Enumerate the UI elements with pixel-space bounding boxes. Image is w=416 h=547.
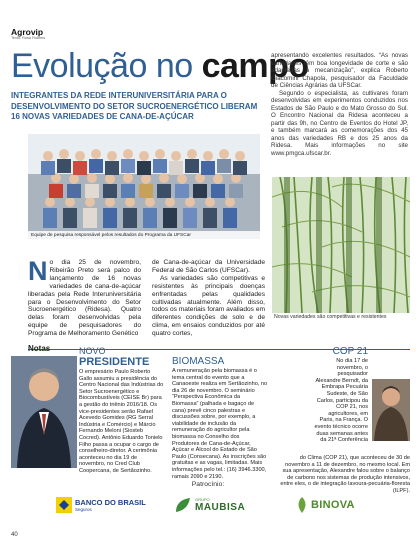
group-photo-illustration <box>28 134 260 239</box>
logo-banco-do-brasil <box>56 494 146 516</box>
portrait-2-illustration <box>372 379 410 441</box>
nota-1-kicker: NOVO <box>79 346 106 356</box>
maubisa-leaf-icon <box>174 496 192 514</box>
logo2-small: GRUPO <box>195 497 210 502</box>
logo1-sub: Seguros <box>75 506 92 512</box>
nota-3-text-top: No dia 17 de novembro, o pesquisador Alexandre Berndt, da Embrapa Pecuária Sudeste, de São Carlos, participou da COP 21, nos agricultores, em Paris, na França. O evento técnico ocorre duas semanas antes da 21ª Conferência <box>314 358 368 444</box>
body-column-1 <box>28 256 141 338</box>
right-paragraph-2: Segundo o especialista, as cultivares foram desenvolvidas em experimentos conduzidos nos Estados de São Paulo e do Mato Grosso do Sul. O Encontro Nacional da Ridesa aconteceu a partir das 9h, no Centro de Eventos do Hotel JP, e também marcará as comemorações dos 45 anos das variedades RB e dos 25 anos da Ridesa. Mais informações no site www.pmgca.ufscar.br. <box>271 89 408 157</box>
right-paragraph-1: apresentando excelentes resultados. “As novas variedades têm boa longevidade de corte e são adaptadas à mecanização”, explica Roberto Giacomini Chapola, pesquisador da Faculdade de Ciências Agrárias da UFSCar. <box>271 52 408 89</box>
nota-2-headline: BIOMASSA <box>172 356 225 367</box>
nota-cop21 <box>313 346 368 444</box>
right-column <box>271 52 408 157</box>
notas-label: Notas <box>28 344 51 353</box>
binova-leaf-icon <box>295 496 309 514</box>
byline: Texto: Rosa Rubens <box>11 36 46 40</box>
nota-3-headline: COP 21 <box>332 346 368 357</box>
banco-do-brasil-icon <box>56 497 72 513</box>
sugarcane-photo <box>272 177 410 313</box>
portrait-illustration <box>11 356 77 468</box>
title-light: Evolução no <box>11 47 193 85</box>
sugarcane-illustration <box>272 177 410 313</box>
body-column-1-text: o dia 25 de novembro, Ribeirão Preto será palco do lançamento de 16 novas variedades de cana-de-açúcar liberadas pela Rede Interuniversitária para o Desenvolvimento do Setor Sucroenergético (Ridesa). Quatro delas foram desenvolvidas pela equipe de pesquisadores do Programa de Melhoramento Genético <box>28 259 141 338</box>
nota-presidente <box>79 346 164 475</box>
sponsor-label: Patrocínio: <box>191 481 225 488</box>
page-number: 40 <box>11 532 18 538</box>
portrait-alexandre-berndt <box>372 379 410 441</box>
drop-cap: N <box>28 256 48 286</box>
nota-2-text: A remuneração pela biomassa é o tema central do evento que a Canaoeste realiza em Sertãozinho, no dia 26 de novembro. O seminário “Perspectiva Econômica da Biomassa” (palhada e bagaço de cana) prevê cinco palestras e discussões sobre, por exemplo, a viabilidade de inclusão da remuneração do agricultor pela biomassa no Conselho dos Produtores de Cana-de-Açúcar, Açúcar e Álcool do Estado de São Paulo (Consecana). As inscrições são gratuitas e as vagas, limitadas. Mais informações pelo tel.: (16) 3946.3300, ramais 2090 e 2190. <box>172 368 268 480</box>
section-tag: Agrovip <box>11 27 44 37</box>
nota-1-headline: PRESIDENTE <box>79 356 150 368</box>
logo-binova <box>295 494 355 516</box>
portrait-paulo-gallo <box>11 356 77 468</box>
title-bold: campo <box>201 47 309 85</box>
logo1-text: BANCO DO BRASIL <box>75 497 146 507</box>
photo-caption: Equipe de pesquisa responsável pelos resultados do Programa da UFSCar <box>28 231 260 240</box>
nota-3-text-bottom: do Clima (COP 21), que aconteceu de 30 de novembro a 11 de dezembro, no mesmo local. Em sua apresentação, Alexandre falou sobre o balanço de carbono nos sistemas de produção intensivos, entre eles, o de integração lavoura-pecuária-floresta (ILPF). <box>280 455 410 494</box>
logo3-text: BINOVA <box>311 499 355 511</box>
lede: INTEGRANTES DA REDE INTERUNIVERSITÁRIA PARA O DESENVOLVIMENTO DO SETOR SUCROENERGÉTICO LIBERAM 16 NOVAS VARIEDADES DE CANA-DE-AÇÚCAR <box>11 91 258 121</box>
page-title <box>11 46 309 86</box>
body-column-2-b: As variedades são competitivas e resistentes às principais doenças enfrentadas pelas qualidades cultivadas atualmente. Além disso, todos os materiais foram avaliados em diferentes condições de solo e de clima, em ensaios conduzidos por até quatro cortes, <box>152 274 265 338</box>
nota-1-text: O empresário Paulo Roberto Gallo assumiu a presidência do Centro Nacional das Indústrias do Setor Sucroenergético e Biocombustíveis (CEISE Br) para a gestão do triênio 2016/18. Os vice-presidentes serão Rafael Acevedo Gomides (RG Serral Indústria e Comércio) e Márcio Fernando Meloni (Siosteb Cocred). Antônio Eduardo Tonielo Filho passa a ocupar o cargo de conselheiro-diretor. A cerimônia aconteceu no dia 19 de novembro, no Cred Club Coopercana, de Sertãozinho. <box>79 369 164 474</box>
group-photo <box>28 134 260 239</box>
sugarcane-caption: Novas variedades são competitivas e resistentes <box>274 314 387 320</box>
body-column-2 <box>152 259 265 338</box>
logo-maubisa <box>174 494 245 516</box>
logo2-text: MAUBISA <box>195 502 246 513</box>
nota-biomassa <box>172 356 268 480</box>
body-column-2-a: de Cana-de-açúcar da Universidade Federal de São Carlos (UFSCar). <box>152 259 265 274</box>
